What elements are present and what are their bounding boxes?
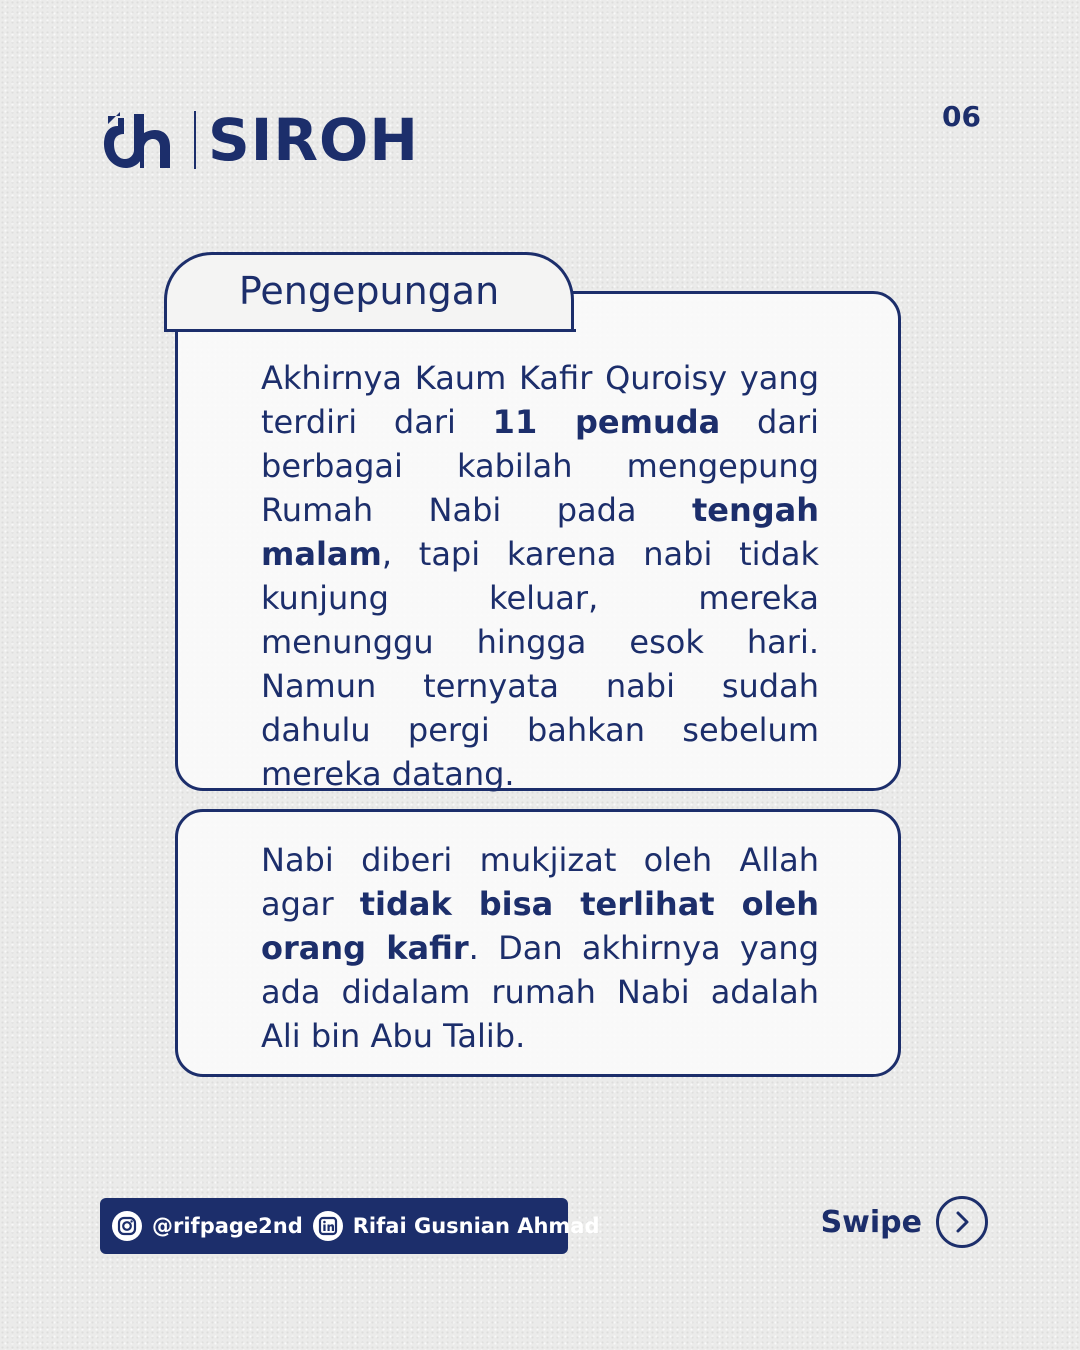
swipe-label[interactable]: Swipe — [820, 1204, 922, 1240]
brand — [100, 108, 419, 172]
instagram-handle[interactable]: @rifpage2nd — [152, 1214, 303, 1238]
siege-paragraph — [261, 356, 819, 796]
linkedin-icon[interactable] — [313, 1211, 343, 1241]
instagram-icon[interactable] — [112, 1211, 142, 1241]
miracle-paragraph — [261, 838, 819, 1058]
bold-segment: 11 pemuda — [492, 403, 721, 441]
text-segment: , tapi karena nabi tidak kunjung keluar, mereka menunggu hingga esok hari. Namun ternyata nabi sudah dahulu pergi bahkan sebelum mereka datang. — [261, 535, 819, 793]
brand-divider — [194, 111, 196, 169]
dh-logo-icon — [100, 110, 172, 170]
text-segment: Nabi diberi mukjizat oleh Allah agar — [261, 841, 819, 923]
section-title-tab — [164, 252, 574, 329]
page-number: 06 — [942, 100, 981, 133]
chevron-right-icon[interactable] — [936, 1196, 988, 1248]
bold-segment: tengah malam — [261, 491, 819, 573]
swipe-control[interactable] — [821, 1196, 988, 1248]
text-segment: . Dan akhirnya yang ada didalam rumah Nabi adalah Ali bin Abu Talib. — [261, 929, 820, 1055]
section-title: Pengepungan — [238, 269, 500, 313]
bold-segment: tidak bisa terlihat oleh orang kafir — [261, 885, 820, 967]
text-segment: dari berbagai kabilah mengepung Rumah Nabi pada — [261, 403, 819, 529]
linkedin-name[interactable]: Rifai Gusnian Ahmad — [352, 1214, 600, 1238]
social-badge — [100, 1198, 600, 1254]
text-segment: Akhirnya Kaum Kafir Quroisy yang terdiri dari — [261, 359, 819, 441]
brand-title: SIROH — [208, 106, 419, 174]
